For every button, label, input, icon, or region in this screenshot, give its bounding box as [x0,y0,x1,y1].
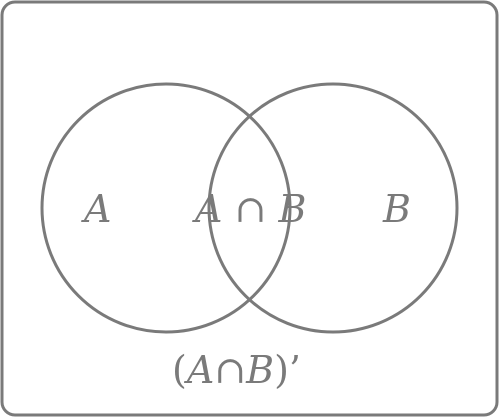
complement-operator: ∩ [214,348,247,392]
intersection-left: A [195,187,223,231]
set-b-label: B [383,187,411,231]
complement-left: A [186,348,215,392]
set-a-label: A [84,187,112,231]
complement-right: B [246,348,275,392]
complement-prime: ’ [288,348,301,392]
complement-label [172,348,301,392]
complement-open-paren: ( [172,348,187,392]
intersection-label [195,187,307,231]
intersection-right: B [278,187,307,231]
complement-close-paren: ) [274,348,289,392]
intersection-operator: ∩ [234,187,267,231]
